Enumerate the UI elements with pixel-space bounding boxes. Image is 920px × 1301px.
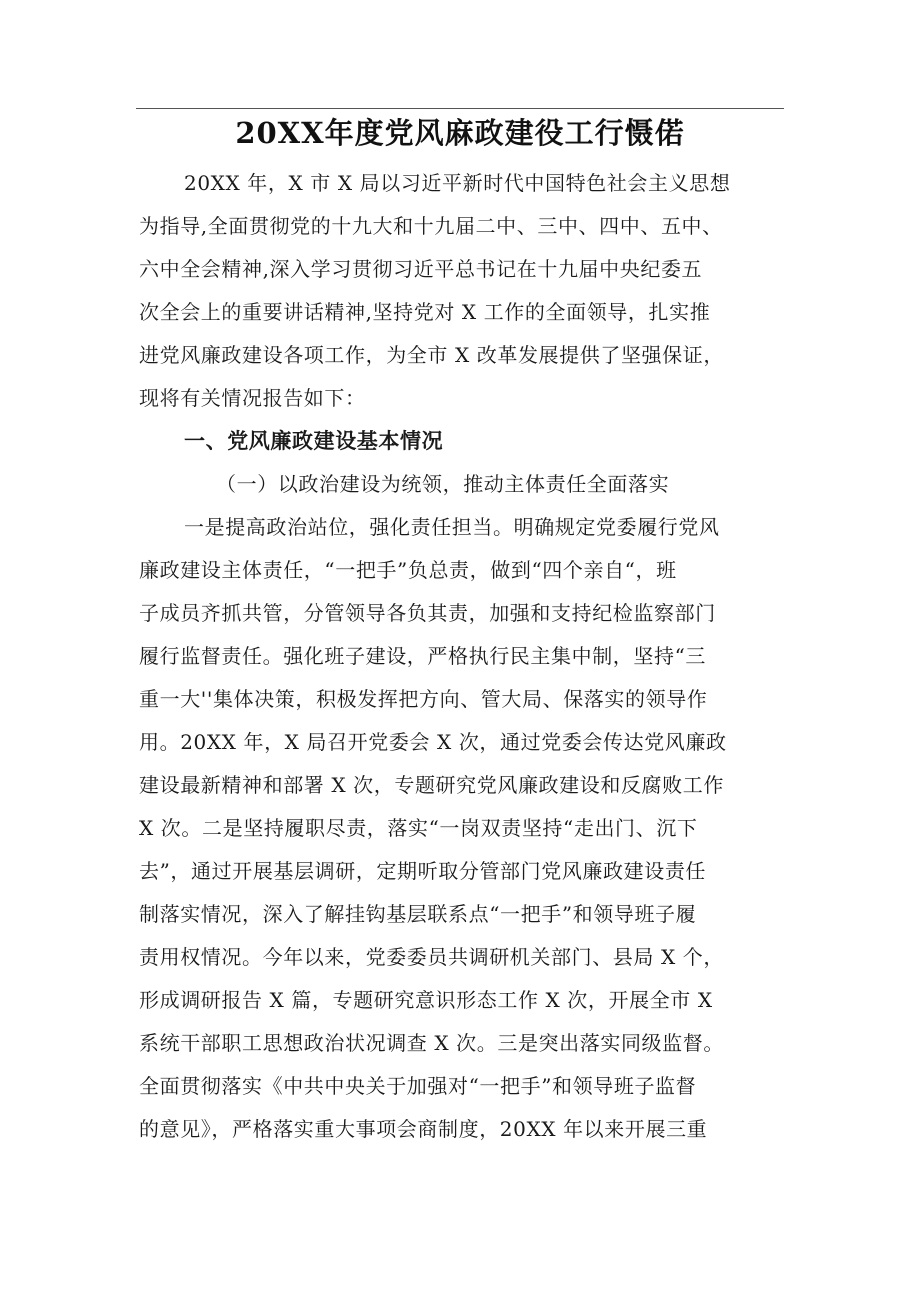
paragraph-line: 廉政建设主体责任，“一把手”负总责，做到“四个亲自“，班 xyxy=(139,558,677,582)
paragraph-line: 六中全会精神,深入学习贯彻习近平总书记在十九届中央纪委五 xyxy=(139,257,703,281)
paragraph-line: X 次。二是坚持履职尽责，落实“一岗双责坚持“走出门、沉下 xyxy=(139,816,698,840)
paragraph-line: 为指导,全面贯彻党的十九大和十九届二中、三中、四中、五中、 xyxy=(139,214,723,238)
paragraph-line: 制落实情况，深入了解挂钩基层联系点“一把手”和领导班子履 xyxy=(139,902,697,926)
paragraph-line: 建设最新精神和部署 X 次，专题研究党风廉政建设和反腐败工作 xyxy=(139,773,724,797)
paragraph-line: 全面贯彻落实《中共中央关于加强对“一把手”和领导班子监督 xyxy=(139,1074,697,1098)
paragraph-line: 进党风廉政建设各项工作，为全市 X 改革发展提供了坚强保证， xyxy=(139,343,724,367)
paragraph-line: 履行监督责任。强化班子建设，严格执行民主集中制，坚持“三 xyxy=(139,644,707,668)
paragraph-line: 责用权情况。今年以来，党委委员共调研机关部门、县局 X 个， xyxy=(139,945,724,969)
paragraph-line: 去”，通过开展基层调研，定期听取分管部门党风廉政建设责任 xyxy=(139,859,707,883)
paragraph-line: 一是提高政治站位，强化责任担当。明确规定党委履行党风 xyxy=(184,515,720,539)
paragraph-line: 形成调研报告 X 篇，专题研究意识形态工作 X 次，开展全市 X xyxy=(139,988,713,1012)
paragraph-line: 现将有关情况报告如下： xyxy=(139,386,366,410)
section-heading: 一、党风廉政建设基本情况 xyxy=(184,429,444,453)
subsection-heading: （一）以政治建设为统领，推动主体责任全面落实 xyxy=(216,472,670,496)
paragraph-line: 20XX 年，X 市 X 局以习近平新时代中国特色社会主义思想 xyxy=(184,171,731,195)
paragraph-line: 次全会上的重要讲话精神,坚持党对 X 工作的全面领导，扎实推 xyxy=(139,300,711,324)
paragraph-line: 子成员齐抓共管，分管领导各负其责，加强和支持纪检监察部门 xyxy=(139,601,716,625)
paragraph-line: 用。20XX 年，X 局召开党委会 X 次，通过党委会传达党风廉政 xyxy=(139,730,727,754)
paragraph-line: 系统干部职工思想政治状况调查 X 次。三是突出落实同级监督。 xyxy=(139,1031,724,1055)
header-rule xyxy=(136,108,784,109)
document-title: 20XX年度党风麻政建役工行慑偌 xyxy=(235,116,685,150)
paragraph-line: 重一大''集体决策，积极发挥把方向、管大局、保落实的领导作 xyxy=(139,687,708,711)
document-body xyxy=(139,162,799,1151)
paragraph-line: 的意见》，严格落实重大事项会商制度，20XX 年以来开展三重 xyxy=(139,1117,708,1141)
